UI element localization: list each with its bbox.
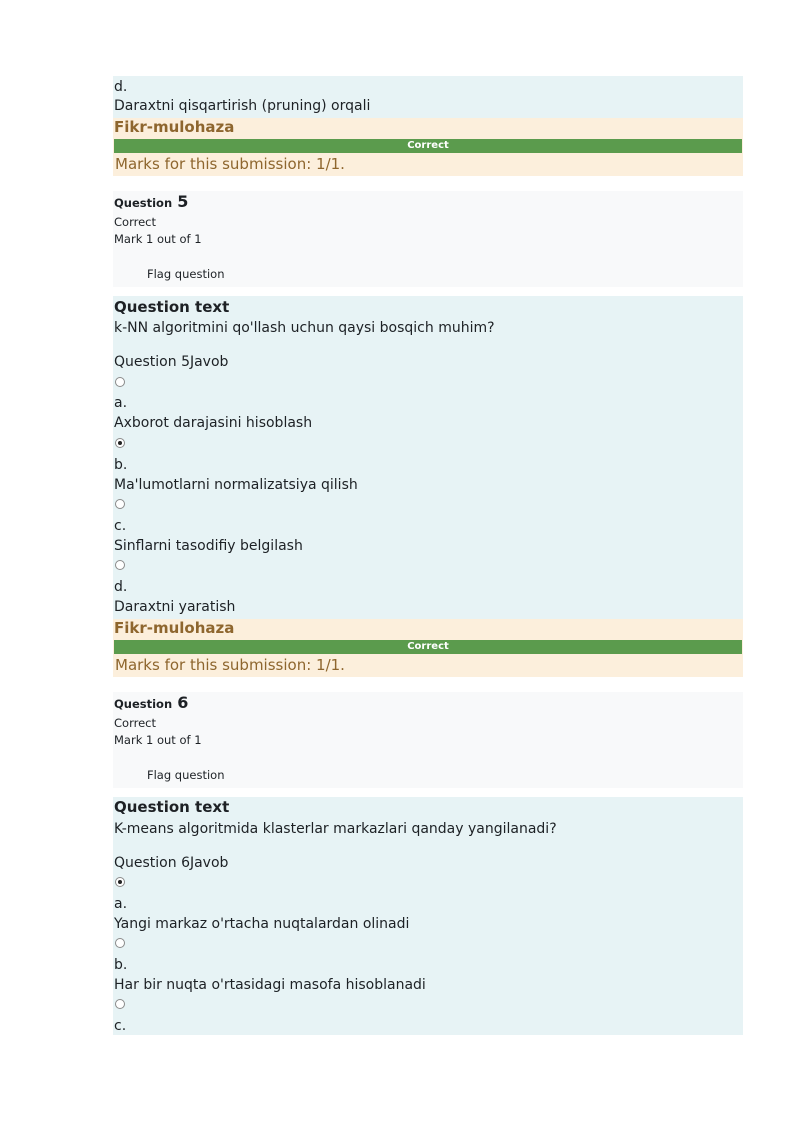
option-d-letter: d.: [114, 579, 128, 595]
option-d-text: Daraxtni yaratish: [114, 599, 236, 615]
option-b-letter: b.: [114, 457, 128, 473]
option-c-letter: c.: [114, 1018, 127, 1034]
question-prompt: K-means algoritmida klasterlar markazlari qanday yangilanadi?: [114, 821, 557, 837]
question-number-value: 5: [177, 192, 189, 211]
flag-question-link[interactable]: Flag question: [147, 267, 225, 281]
question-text-heading: Question text: [114, 298, 230, 316]
option-a-letter: a.: [114, 896, 128, 912]
option-b-radio[interactable]: [115, 438, 125, 448]
marks-text: Marks for this submission: 1/1.: [115, 155, 345, 173]
option-c-radio[interactable]: [115, 999, 125, 1009]
option-b-text: Ma'lumotlarni normalizatsiya qilish: [114, 477, 358, 493]
flag-question-link[interactable]: Flag question: [147, 768, 225, 782]
feedback-title: Fikr-mulohaza: [114, 118, 235, 136]
question-number: [114, 693, 188, 712]
option-a-radio[interactable]: [115, 377, 125, 387]
correct-bar: Correct: [114, 139, 742, 153]
option-a-text: Axborot darajasini hisoblash: [114, 415, 313, 431]
question-mark: Mark 1 out of 1: [114, 733, 202, 747]
question-number: [114, 192, 188, 211]
question-status: Correct: [114, 215, 156, 229]
question-status: Correct: [114, 716, 156, 730]
option-b-letter: b.: [114, 957, 128, 973]
question-prompt: k-NN algoritmini qo'llash uchun qaysi bosqich muhim?: [114, 320, 495, 336]
option-a-radio[interactable]: [115, 877, 125, 887]
question-content: [113, 296, 743, 620]
answer-label: Question 5Javob: [114, 354, 229, 370]
question-label: Question: [114, 697, 173, 711]
option-b-text: Har bir nuqta o'rtasidagi masofa hisoblanadi: [114, 977, 426, 993]
option-d-radio[interactable]: [115, 560, 125, 570]
option-a-text: Yangi markaz o'rtacha nuqtalardan olinadi: [114, 916, 410, 932]
option-text: Daraxtni qisqartirish (pruning) orqali: [114, 98, 371, 114]
option-c-letter: c.: [114, 518, 127, 534]
feedback-title: Fikr-mulohaza: [114, 619, 235, 637]
answer-label: Question 6Javob: [114, 855, 229, 871]
question-mark: Mark 1 out of 1: [114, 232, 202, 246]
marks-text: Marks for this submission: 1/1.: [115, 656, 345, 674]
question-text-heading: Question text: [114, 798, 230, 816]
option-b-radio[interactable]: [115, 938, 125, 948]
question-label: Question: [114, 196, 173, 210]
option-letter: d.: [114, 79, 128, 95]
question-number-value: 6: [177, 693, 189, 712]
option-c-radio[interactable]: [115, 499, 125, 509]
option-a-letter: a.: [114, 395, 128, 411]
option-c-text: Sinflarni tasodifiy belgilash: [114, 538, 303, 554]
correct-bar: Correct: [114, 640, 742, 654]
